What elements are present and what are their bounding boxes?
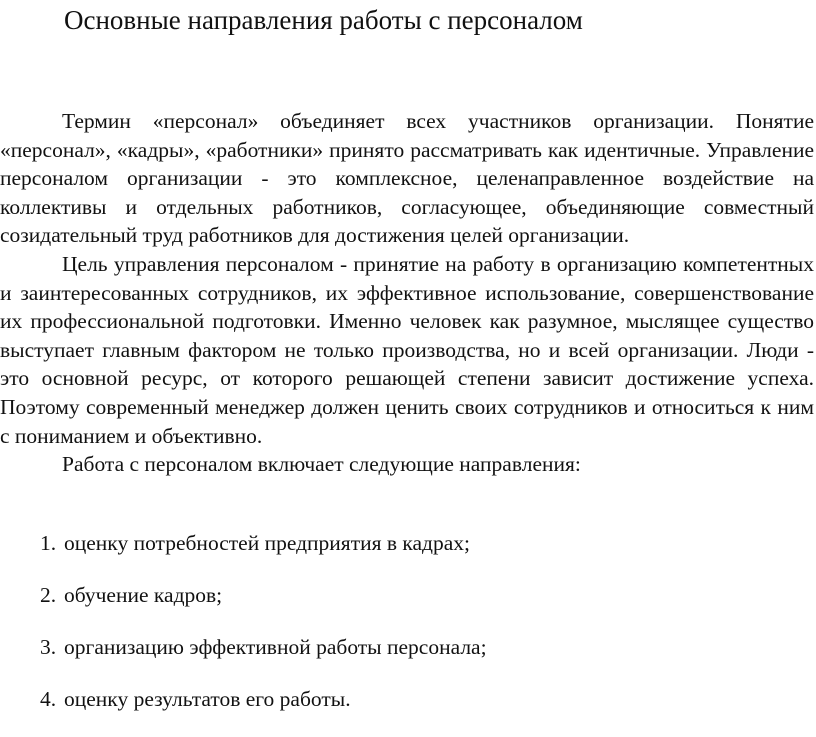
paragraph-goal: Цель управления персоналом - принятие на работу в организацию компетентных и заинтересованных сотрудников, их эффективное использование, совершенствование их профессиональной подготовки. Именно человек как разумное, мыслящее существо выступает главным фактором не только производства, но и всей организации. Люди - это основной ресурс, от которого решающей степени зависит достижение успеха. Поэтому современный менеджер должен ценить своих сотрудников и относиться к ним с пониманием и объективно. [0, 251, 814, 448]
list-item-text: обучение кадров; [64, 583, 223, 607]
paragraph-definition: Термин «персонал» объединяет всех участников организации. Понятие «персонал», «кадры», «работники» принято рассматривать как идентичные. Управление персоналом организации - это комплексное, целенаправленное воздействие на коллективы и отдельных работников, согласующее, объединяющие совместный созидательный труд работников для достижения целей организации. [0, 109, 814, 248]
list-item [0, 633, 814, 683]
list-item [0, 685, 814, 735]
document-body [0, 107, 814, 479]
page-title: Основные направления работы с персоналом [64, 5, 583, 35]
list-item-number: 1. [40, 531, 57, 555]
list-item [0, 581, 814, 631]
list-item-text: организацию эффективной работы персонала; [64, 635, 487, 659]
list-item-number: 2. [40, 583, 57, 607]
list-item-text: оценку потребностей предприятия в кадрах; [64, 531, 471, 555]
list-item [0, 529, 814, 579]
paragraph-list-intro: Работа с персоналом включает следующие направления: [62, 452, 581, 477]
list-item-number: 4. [40, 687, 57, 711]
list-item-number: 3. [40, 635, 57, 659]
directions-list [0, 529, 814, 737]
list-item-text: оценку результатов его работы. [64, 687, 351, 711]
